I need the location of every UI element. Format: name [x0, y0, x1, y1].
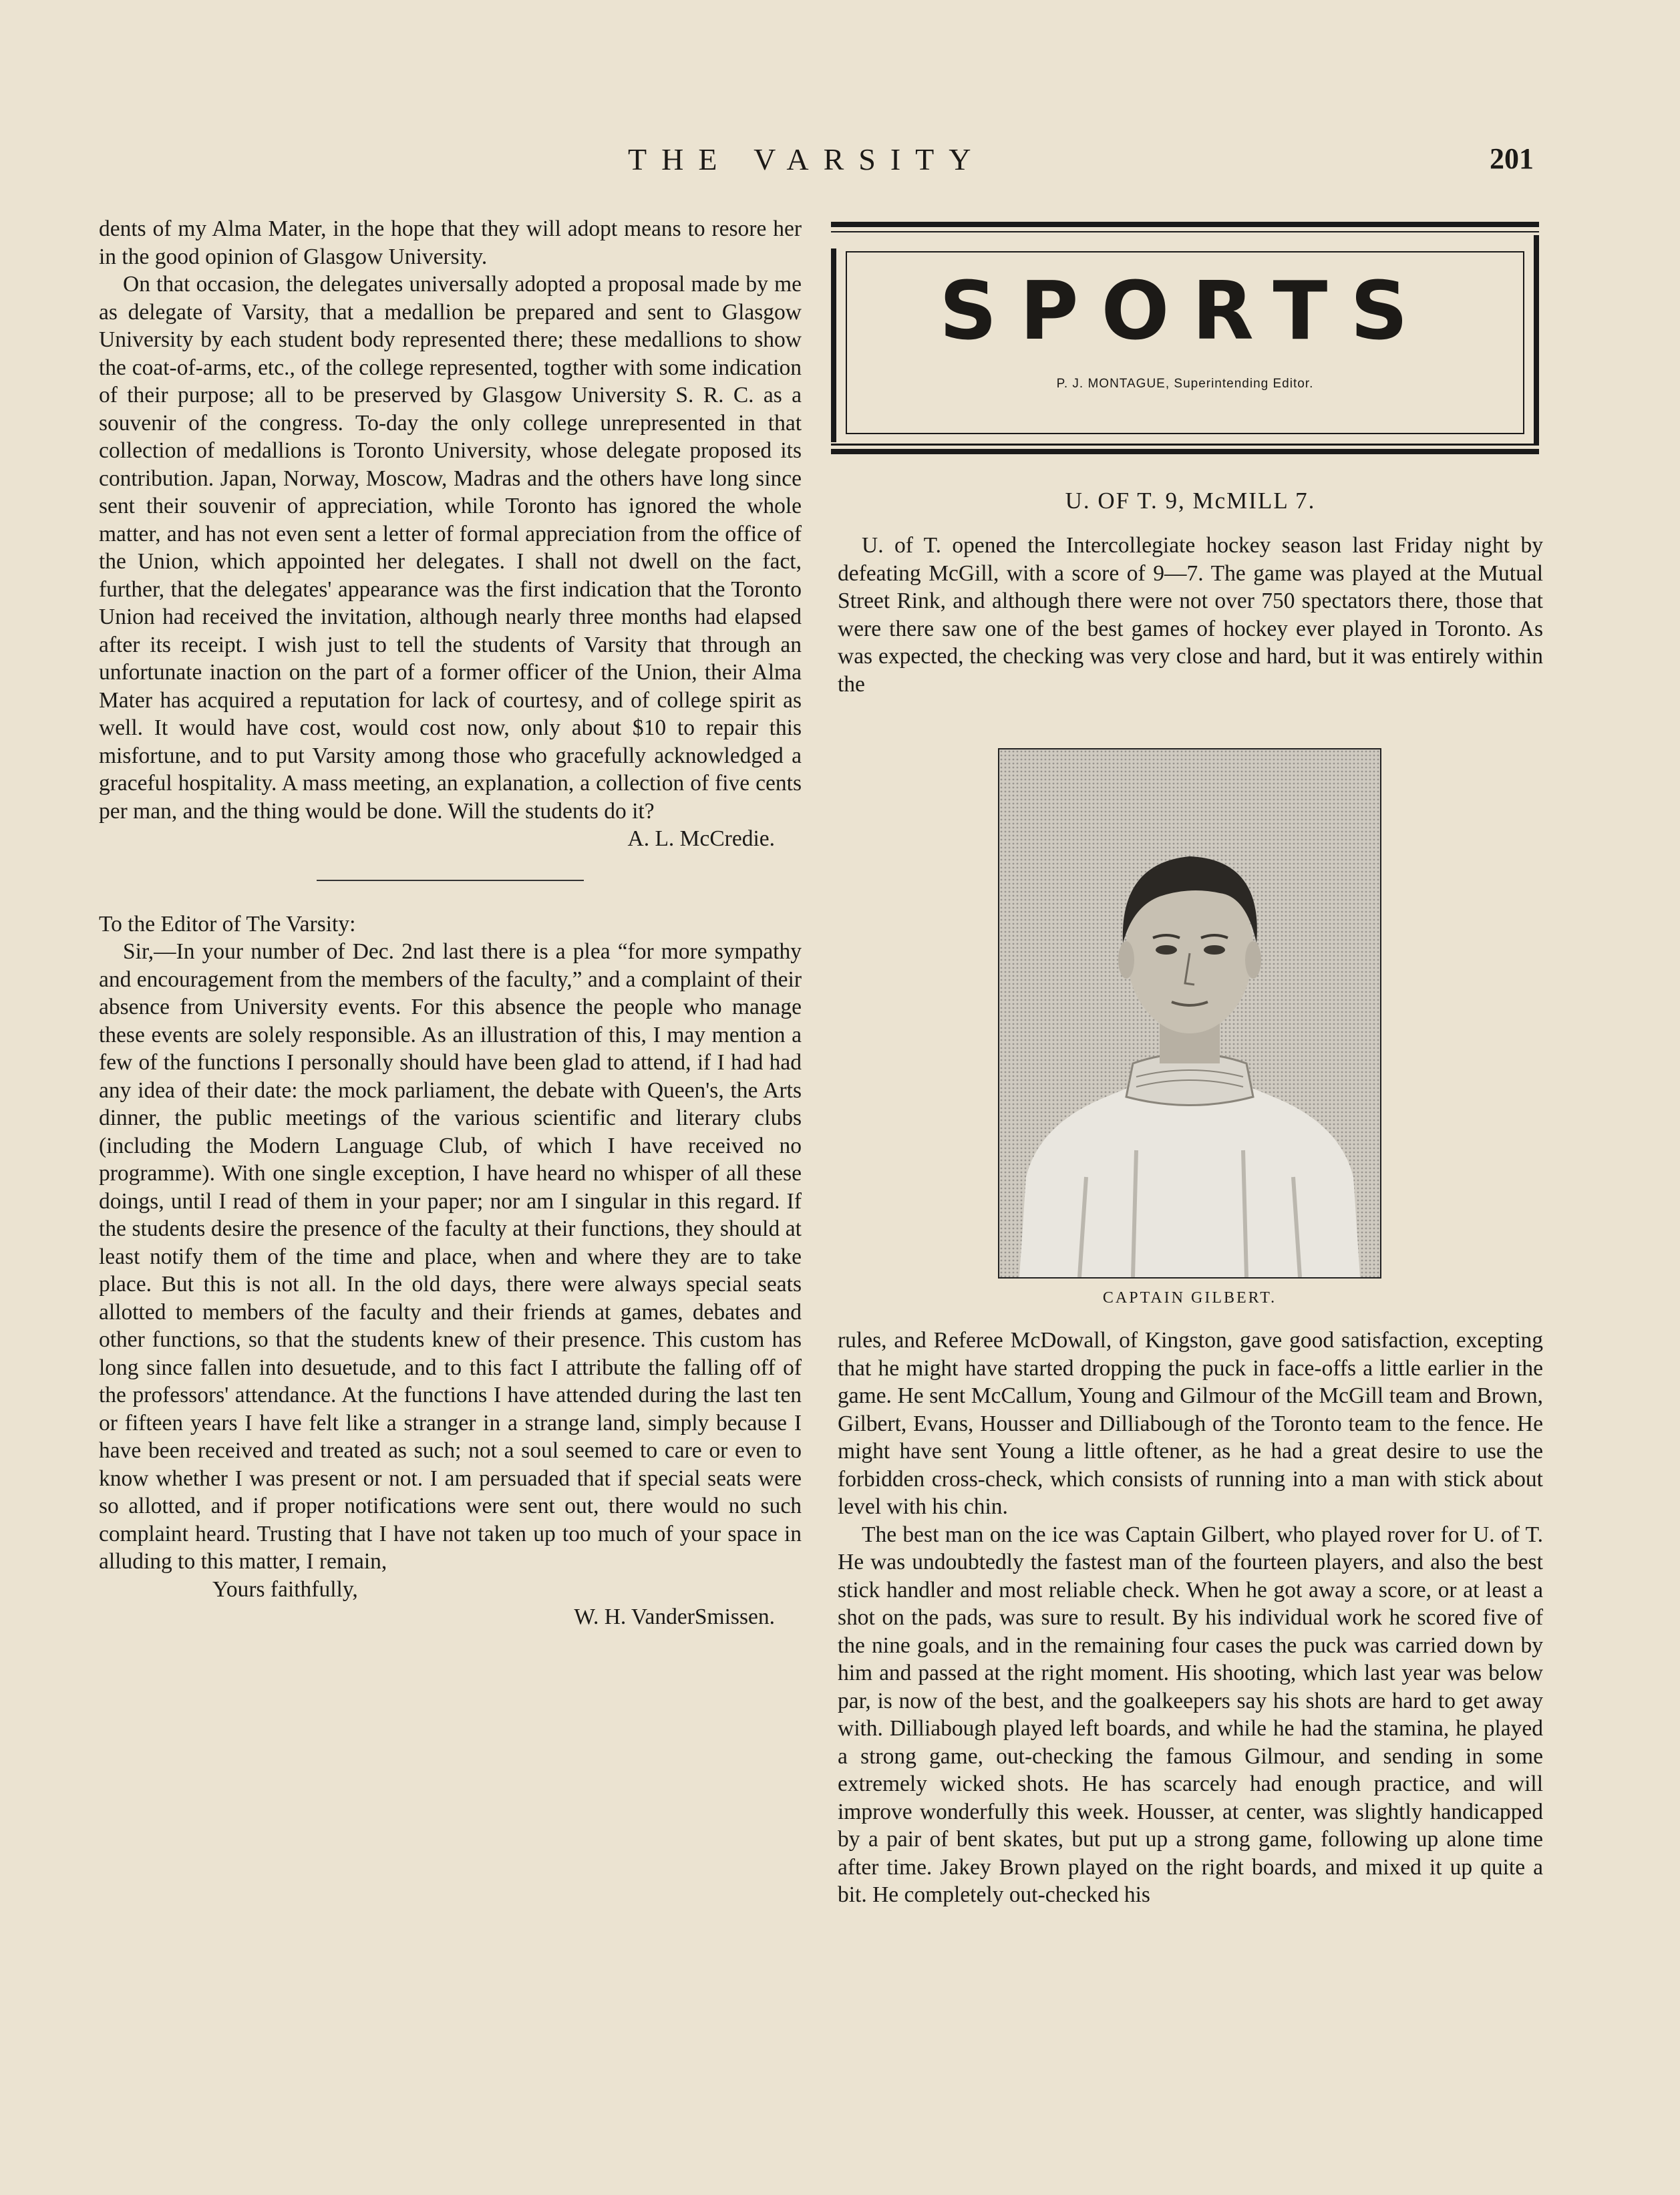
portrait-illustration	[999, 749, 1380, 1277]
letter2-salutation: To the Editor of The Varsity:	[99, 911, 356, 937]
sports-intro	[838, 532, 1543, 698]
letter2-signature: W. H. VanderSmissen.	[574, 1605, 775, 1629]
page-number: 201	[1490, 142, 1534, 175]
left-column	[99, 215, 802, 1631]
box-bottom-rule	[831, 449, 1539, 454]
section-divider	[317, 880, 584, 881]
letter2-closing: Yours faithfully,	[212, 1576, 358, 1602]
game-headline: U. OF T. 9, McMILL 7.	[1065, 488, 1316, 514]
running-head: THE VARSITY	[628, 142, 986, 176]
photo-caption: CAPTAIN GILBERT.	[1102, 1289, 1277, 1307]
sports-editor-line: P. J. MONTAGUE, Superintending Editor.	[1056, 377, 1314, 391]
sports-paragraph: The best man on the ice was Captain Gilbert, who played rover for U. of T. He was undoubtedly the fastest man of the fourteen players, and also the best stick handler and most reliable check. When he got away a score, or at least a shot on the pads, was sure to result. By his individual work he scored five of the nine goals, and in the remaining four cases the puck was carried down by him and passed at the right moment. His shooting, which last year was below par, is now of the best, and the goalkeepers say his shots are hard to get away with. Dilliabough played left boards, and while he had the stamina, he played a strong game, out-checking the famous Gilmour, and sending in some extremely wicked shots. He has scarcely had enough practice, and will improve wonderfully this week. Housser, at center, was slightly handicapped by a pair of bent skates, but put up a strong game, following up alone time after time. Jakey Brown played on the right boards, and mixed it up quite a bit. He completely out-checked his	[838, 1522, 1543, 1907]
box-top-rule	[831, 222, 1539, 227]
letter1-signature: A. L. McCredie.	[627, 826, 775, 851]
box-inner-top	[846, 251, 1524, 252]
captain-gilbert-photo	[998, 748, 1381, 1279]
box-top-rule-thin	[831, 231, 1539, 232]
box-bottom-rule-thin	[831, 444, 1539, 446]
letter2-body: Sir,—In your number of Dec. 2nd last there is a plea “for more sympathy and encouragement from the members of the faculty,” and a complaint of their absence from University events. For this absence the people who manage these events are solely responsible. As an illustration of this, I may mention a few of the functions I personally should have been glad to attend, if I had had any idea of their date: the mock parliament, the debate with Queen's, the Arts dinner, the public meetings of the various scientific and literary clubs (including the Modern Language Club, of which I have received no programme). With one single exception, I have heard no whisper of all these doings, until I read of them in your paper; nor am I singular in this regard. If the students desire the presence of the faculty at their functions, they should at least notify them of the time and place, when and where they are to take place. But this is not all. In the old days, there were always special seats allotted to members of the faculty and their friends at games, debates and other functions, so that the students knew of their presence. This custom has long since fallen into desuetude, and to this fact I attribute the falling off of the professors' attendance. At the functions I have attended during the last ten or fifteen years I have felt like a stranger in a strange land, simply because I have been received and treated as such; not a soul seemed to care or even to know whether I was present or not. I am persuaded that if special seats were so allotted, and if proper notifications were sent out, there would no such complaint heard. Trusting that I have not taken up too much of your space in alluding to this matter, I remain,	[99, 939, 802, 1574]
box-inner-bottom	[846, 433, 1524, 434]
sports-title: SPORTS	[939, 265, 1431, 358]
sports-intro-paragraph: U. of T. opened the Intercollegiate hockey season last Friday night by defeating McGill, with a score of 9—7. The game was played at the Mutual Street Rink, and although there were not over 750 spectators there, those that were there saw one of the best games of hockey ever played in Toronto. As was expected, the checking was very close and hard, but it was entirely within the	[838, 533, 1543, 697]
sports-continuation	[838, 1327, 1543, 1909]
letter1-paragraph: On that occasion, the delegates universally adopted a proposal made by me as delegate of Varsity, that a medallion be prepared and sent to Glasgow University by each student body represented there; these medallions to show the coat-of-arms, etc., of the college represented, togther with some indication of their purpose; all to be preserved by Glasgow University S. R. C. as a souvenir of the congress. To-day the only college unrepresented in that collection of medallions is Toronto University, whose delegate proposed its contribution. Japan, Norway, Moscow, Madras and the others have long since sent their souvenir of appreciation, while Toronto has ignored the whole matter, and has not even sent a letter of formal appreciation from the office of the Union, which appointed her delegates. I shall not dwell on the fact, further, that the delegates' appearance was the first indication that the Toronto Union had received the invitation, although nearly three months had elapsed after its receipt. I wish just to tell the students of Varsity that through an unfortunate inaction on the part of a former officer of the Union, their Alma Mater has acquired a reputation for lack of courtesy, and of college spirit as well. It would have cost, would cost now, only about $10 to repair this misfortune, and to put Varsity among those who gracefully acknowledged a graceful hospitality. A mass meeting, an explanation, a collection of five cents per man, and the thing would be done. Will the students do it?	[99, 272, 802, 824]
sports-paragraph: rules, and Referee McDowall, of Kingston, gave good satisfaction, excepting that he might have started dropping the puck in face-offs a little earlier in the game. He sent McCallum, Young and Gilmour of the McGill team and Brown, Gilbert, Evans, Housser and Dilliabough of the Toronto team to the fence. He might have sent Young a little oftener, as he had a great desire to use the forbidden cross-check, which consists of running into a man with stick about level with his chin.	[838, 1328, 1543, 1519]
letter1-paragraph: dents of my Alma Mater, in the hope that they will adopt means to resore her in the good opinion of Glasgow University.	[99, 216, 802, 269]
sports-header-box	[831, 222, 1539, 461]
